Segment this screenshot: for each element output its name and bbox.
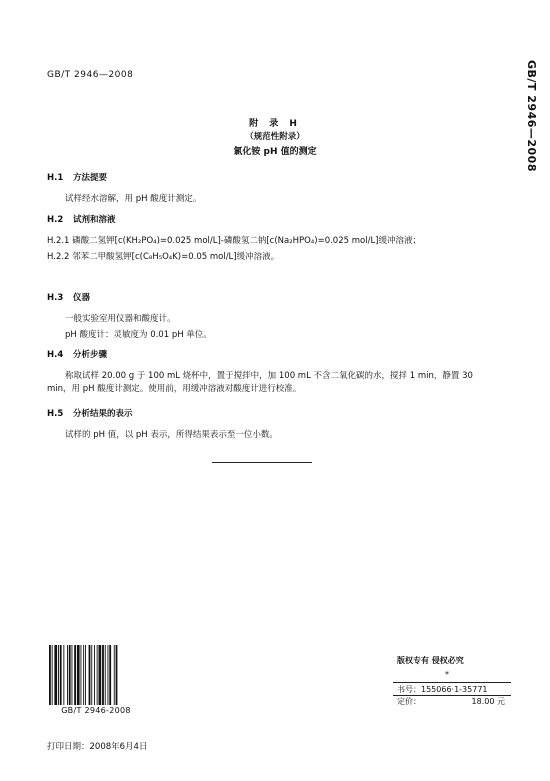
- barcode-bar: [81, 645, 82, 705]
- section-heading: [47, 292, 487, 305]
- section-paragraph: H.2.2 邻苯二甲酸氢钾[c(C₈H₅O₄K)=0.05 mol/L]缓冲溶液。: [47, 252, 280, 262]
- divider: [393, 682, 511, 683]
- section-h1: [47, 172, 487, 206]
- section-heading: [47, 172, 487, 185]
- barcode-bar: [58, 645, 59, 705]
- barcode-bar: [74, 645, 76, 705]
- standard-code-side-text: GB/T 2946—2008: [525, 60, 538, 172]
- barcode-bar: [85, 645, 86, 705]
- section-paragraph: 称取试样 20.00 g 于 100 mL 烧杯中，置于搅拌中，加 100 mL 不含二氧化碳的水，搅拌 1 min，静置 30 min，用 pH 酸度计测定。使用前，用缓冲溶液对酸度计进行校准。: [47, 371, 473, 394]
- annex-title: 附 录 H: [249, 119, 301, 129]
- barcode-bar: [52, 645, 53, 705]
- section-title: 分析结果的表示: [73, 409, 133, 419]
- barcode-bar: [69, 645, 71, 705]
- section-h4: [47, 349, 487, 396]
- annex-note: （规范性附录）: [245, 132, 305, 142]
- barcode-bar: [49, 645, 51, 705]
- star-mark: *: [445, 670, 449, 679]
- price-line: [397, 696, 507, 707]
- price-label: 定价：: [397, 697, 421, 706]
- book-number: 书号：155066·1-35771: [397, 685, 488, 694]
- section-number: H.1: [47, 173, 64, 183]
- section-paragraph: 一般实验室用仪器和酸度计。: [65, 314, 176, 324]
- section-title: 仪器: [73, 293, 91, 303]
- section-h2: [47, 214, 487, 264]
- section-number: H.4: [47, 350, 64, 360]
- barcode-bar: [105, 645, 106, 705]
- barcode-bar: [77, 645, 80, 705]
- barcode-bar: [108, 645, 109, 705]
- barcode-bar: [72, 645, 73, 705]
- barcode-bar: [116, 645, 118, 705]
- barcode-bar: [67, 645, 68, 705]
- barcode-bar: [114, 645, 115, 705]
- print-date: 打印日期：2008年6月4日: [47, 742, 148, 752]
- section-number: H.5: [47, 409, 64, 419]
- barcode-bar: [63, 645, 64, 705]
- barcode-bar: [99, 645, 102, 705]
- publisher-info: [393, 651, 511, 705]
- section-paragraph: 试样的 pH 值，以 pH 表示，所得结果表示至一位小数。: [65, 430, 278, 440]
- barcode-bar: [60, 645, 62, 705]
- barcode-bar: [109, 645, 111, 705]
- section-heading: [47, 349, 487, 362]
- section-paragraph: H.2.1 磷酸二氢钾[c(KH₂PO₄)=0.025 mol/L]-磷酸氢二钠[c(Na₂HPO₄)=0.025 mol/L]缓冲溶液；: [47, 236, 421, 246]
- end-rule: [212, 462, 312, 463]
- section-h5: [47, 408, 487, 442]
- section-heading: [47, 214, 487, 227]
- section-title: 分析步骤: [73, 350, 108, 360]
- barcode-bar: [91, 645, 92, 705]
- section-paragraph: 试样经水溶解，用 pH 酸度计测定。: [65, 194, 202, 204]
- barcode-bar: [54, 645, 57, 705]
- barcode-bar: [97, 645, 98, 705]
- barcode-image: [47, 645, 145, 705]
- section-h3: [47, 292, 487, 342]
- barcode-text: GB/T 2946-2008: [61, 706, 131, 715]
- section-heading: [47, 408, 487, 421]
- barcode-bar: [94, 645, 95, 705]
- section-number: H.2: [47, 215, 64, 225]
- section-title: 方法提要: [73, 173, 108, 183]
- copyright-notice: 版权专有 侵权必究: [397, 656, 464, 665]
- annex-subtitle: 氯化铵 pH 值的测定: [233, 147, 317, 157]
- section-number: H.3: [47, 293, 64, 303]
- barcode-bar: [83, 645, 84, 705]
- section-paragraph: pH 酸度计：灵敏度为 0.01 pH 单位。: [65, 330, 212, 340]
- section-title: 试剂和溶液: [73, 215, 116, 225]
- barcode-bar: [102, 645, 104, 705]
- price-value: 18.00 元: [471, 697, 505, 706]
- standard-code-header: GB/T 2946—2008: [47, 70, 134, 80]
- barcode-bar: [89, 645, 91, 705]
